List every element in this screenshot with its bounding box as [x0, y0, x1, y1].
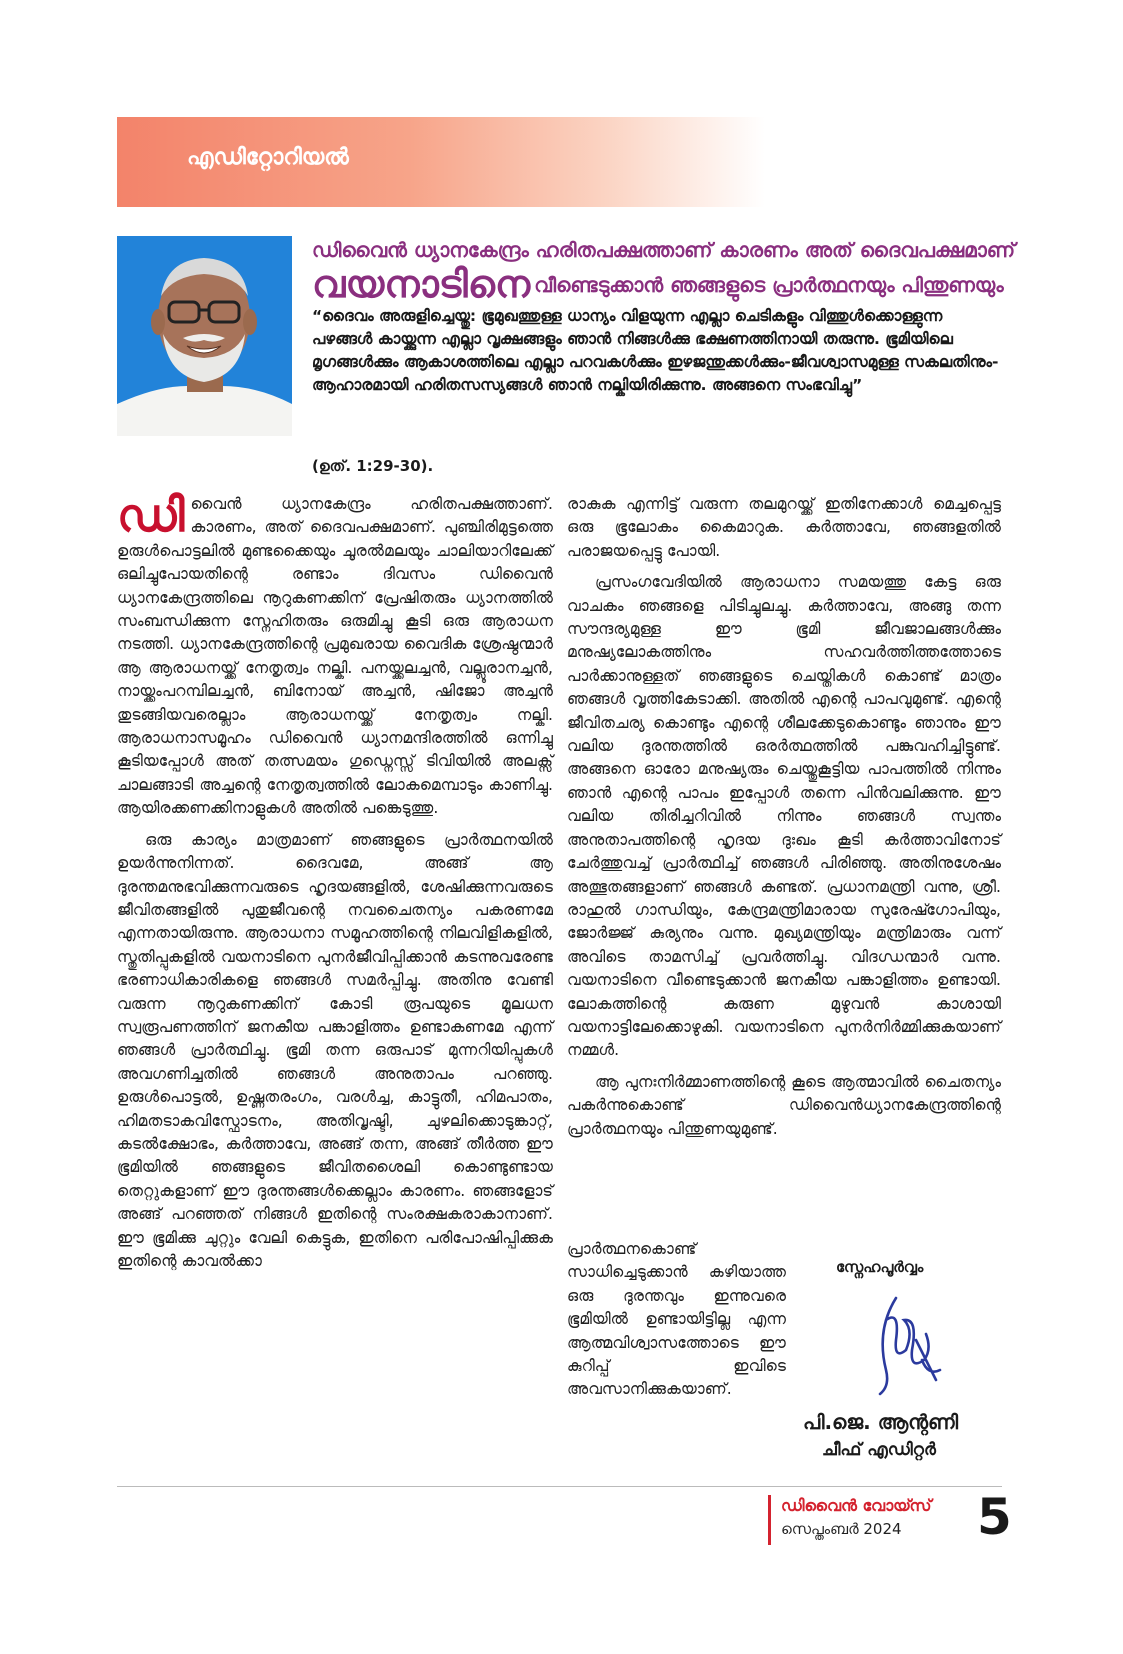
page-number: 5 [977, 1488, 1012, 1546]
article-paragraph: പ്രസംഗവേദിയിൽ ആരാധനാ സമയത്തു കേട്ട ഒരു വാചകം ഞങ്ങളെ പിടിച്ചുലച്ചു. കർത്താവേ, അങ്ങു തന്ന സൗന്ദര്യമുള്ള ഈ ഭൂമി ജീവജാലങ്ങൾക്കും മനുഷ്യലോകത്തിനും സഹവർത്തിത്തത്തോടെ പാർക്കാനുള്ളത് ഞങ്ങളുടെ ചെയ്തികൾ കൊണ്ട് മാത്രം ഞങ്ങൾ വൃത്തികേടാക്കി. അതിൽ എന്റെ പാപവുമുണ്ട്. എന്റെ ജീവിതചര്യ കൊണ്ടും എന്റെ ശീലക്കേടുകൊണ്ടും ഞാനും ഈ വലിയ ദുരന്തത്തിൽ ഒരർത്ഥത്തിൽ പങ്കുവഹിച്ചിട്ടുണ്ട്. അങ്ങനെ ഓരോ മനുഷ്യരും ചെയ്തുകൂട്ടിയ പാപത്തിൽ നിന്നും ഞാൻ എന്റെ പാപം ഇപ്പോൾ തന്നെ പിൻവലിക്കുന്നു. ഈ വലിയ തിരിച്ചറിവിൽ നിന്നും ഞങ്ങൾ സ്വന്തം അനുതാപത്തിന്റെ ഹൃദയ ദുഃഖം കൂടി കർത്താവിനോട് ചേർത്തുവച്ച് പ്രാർത്ഥിച്ച് ഞങ്ങൾ പിരിഞ്ഞു. അതിനുശേഷം അത്ഭുതങ്ങളാണ് ഞങ്ങൾ കണ്ടത്. പ്രധാനമന്ത്രി വന്നു, ശ്രീ. രാഹുൽ ഗാന്ധിയും, കേന്ദ്രമന്ത്രിമാരായ സുരേഷ്ഗോപിയും, ജോർജ്ജ് കുര്യനും വന്നു. മുഖ്യമന്ത്രിയും മന്ത്രിമാരും വന്ന് അവിടെ താമസിച്ച് പ്രവർത്തിച്ചു. വിദഗ്ധന്മാർ വന്നു. വയനാടിനെ വീണ്ടെടുക്കാൻ ജനകീയ പങ്കാളിത്തം ഉണ്ടായി. ലോകത്തിന്റെ കരുണ മുഴുവൻ കാശായി വയനാട്ടിലേക്കൊഴുകി. വയനാടിനെ പുനർനിർമ്മിക്കുകയാണ് നമ്മൾ. [567, 573, 1001, 1060]
section-banner [117, 117, 765, 207]
article-paragraph: ഒരു കാര്യം മാത്രമാണ് ഞങ്ങളുടെ പ്രാർത്ഥനയിൽ ഉയർന്നുനിന്നത്. ദൈവമേ, അങ്ങ് ആ ദുരന്തമനുഭവിക്കുന്നവരുടെ ഹൃദയങ്ങളിൽ, ശേഷിക്കുന്നവരുടെ ജീവിതങ്ങളിൽ പുതുജീവന്റെ നവചൈതന്യം പകരണമേ എന്നതായിരുന്നു. ആരാധനാ സമൂഹത്തിന്റെ നിലവിളികളിൽ, സ്തുതിപ്പുകളിൽ വയനാടിനെ പുനർജീവിപ്പിക്കാൻ കടന്നുവരേണ്ട ഭരണാധികാരികളെ ഞങ്ങൾ സമർപ്പിച്ചു. അതിനു വേണ്ടി വരുന്ന നൂറുകണക്കിന് കോടി രൂപയുടെ മൂലധന സ്വരൂപണത്തിന് ജനകീയ പങ്കാളിത്തം ഉണ്ടാകണമേ എന്ന് ഞങ്ങൾ പ്രാർത്ഥിച്ചു. ഭൂമി തന്ന ഒരുപാട് മുന്നറിയിപ്പുകൾ അവഗണിച്ചതിൽ ഞങ്ങൾ അനുതാപം പറഞ്ഞു. ഉരുൾപൊട്ടൽ, ഉഷ്ണതരംഗം, വരൾച്ച, കാട്ടുതീ, ഹിമപാതം, ഹിമതടാകവിസ്ഫോടനം, അതിവൃഷ്ടി, ചുഴലിക്കൊടുങ്കാറ്റ്, കടൽക്ഷോഭം, കർത്താവേ, അങ്ങ് തന്ന, അങ്ങ് തീർത്ത ഈ ഭൂമിയിൽ ഞങ്ങളുടെ ജീവിതശൈലി കൊണ്ടുണ്ടായ തെറ്റുകളാണ് ഈ ദുരന്തങ്ങൾക്കെല്ലാം കാരണം. ഞങ്ങളോട് അങ്ങ് പറഞ്ഞത് നിങ്ങൾ ഇതിന്റെ സംരക്ഷകരാകാനാണ്. ഈ ഭൂമിക്കു ചുറ്റും വേലി കെട്ടുക, ഇതിനെ പരിപോഷിപ്പിക്കുക ഇതിന്റെ കാവൽക്കാ [117, 830, 553, 1270]
footer-divider [117, 1486, 1002, 1487]
author-photo [117, 236, 292, 436]
scripture-quote: “ദൈവം അരുളിച്ചെയ്തു: ഭൂമുഖത്തുള്ള ധാന്യം വിളയുന്ന എല്ലാ ചെടികളും വിത്തുൾക്കൊള്ളുന്ന പഴങ്ങൾ കായ്ക്കുന്ന എല്ലാ വൃക്ഷങ്ങളും ഞാൻ നിങ്ങൾക്കു ഭക്ഷണത്തിനായി തരുന്നു. ഭൂമിയിലെ മൃഗങ്ങൾക്കും ആകാശത്തിലെ എല്ലാ പറവകൾക്കും ഇഴജന്തുക്കൾക്കും-ജീവശ്വാസമുള്ള സകലതിനും-ആഹാരമായി ഹരിതസസ്യങ്ങൾ ഞാൻ നല്കിയിരിക്കുന്നു. അങ്ങനെ സംഭവിച്ചു” [312, 307, 999, 394]
headline-line-2 [312, 262, 1004, 307]
issue-date: സെപ്തംബർ 2024 [781, 1520, 902, 1538]
article-paragraph: പ്രാർത്ഥനകൊണ്ട് സാധിച്ചെടുക്കാൻ കഴിയാത്ത ഒരു ദുരന്തവും ഇന്നുവരെ ഭൂമിയിൽ ഉണ്ടായിട്ടില്ല എന്ന ആത്മവിശ്വാസത്തോടെ ഈ കുറിപ്പ് ഇവിടെ അവസാനിക്കുകയാണ്. [567, 1240, 786, 1399]
magazine-name: ഡിവൈൻ വോയ്സ് [781, 1496, 932, 1515]
footer-accent-bar [768, 1495, 771, 1545]
portrait-illustration [117, 236, 292, 436]
editor-role: ചീഫ് എഡിറ്റർ [822, 1440, 936, 1460]
article-column-1 [117, 488, 553, 1273]
editor-name: പി.ജെ. ആന്റണി [803, 1410, 959, 1434]
article-paragraph: രാകുക എന്നിട്ട് വരുന്ന തലമുറയ്ക്ക് ഇതിനേക്കാൾ മെച്ചപ്പെട്ട ഒരു ഭൂലോകം കൈമാറുക. കർത്താവേ, ഞങ്ങളതിൽ പരാജയപ്പെട്ടു പോയി. [567, 495, 1001, 560]
headline-line-1: ഡിവൈൻ ധ്യാനകേന്ദ്രം ഹരിതപക്ഷത്താണ് കാരണം അത് ദൈവപക്ഷമാണ് [312, 238, 1016, 262]
closing-salutation: സ്നേഹപൂർവ്വം [836, 1258, 924, 1276]
article-paragraph [117, 488, 553, 821]
headline-emphasis: വയനാടിനെ [312, 262, 531, 306]
article-column-2 [567, 493, 1001, 1141]
signature-image [866, 1290, 946, 1404]
scripture-reference: (ഉത്. 1:29-30). [312, 457, 434, 475]
article-column-3 [567, 1238, 786, 1402]
drop-cap: ഡി [117, 488, 185, 542]
headline-subtext: വീണ്ടെടുക്കാൻ ഞങ്ങളുടെ പ്രാർത്ഥനയും പിന്തുണയും [534, 272, 1004, 297]
section-title: എഡിറ്റോറിയൽ [187, 145, 349, 170]
article-paragraph: ആ പുനഃനിർമ്മാണത്തിന്റെ കൂടെ ആത്മാവിൽ ചൈതന്യം പകർന്നുകൊണ്ട് ഡിവൈൻധ്യാനകേന്ദ്രത്തിന്റെ പ്രാർത്ഥനയും പിന്തുണയുമുണ്ട്. [567, 1072, 1001, 1138]
paragraph-text: വൈൻ ധ്യാനകേന്ദ്രം ഹരിതപക്ഷത്താണ്. കാരണം, അത് ദൈവപക്ഷമാണ്. പുഞ്ചിരിമുട്ടത്തെ ഉരുൾപൊട്ടലിൽ മുണ്ടക്കൈയും ചൂരൽമലയും ചാലിയാറിലേക്ക് ഒലിച്ചുപോയതിന്റെ രണ്ടാം ദിവസം ഡിവൈൻ ധ്യാനകേന്ദ്രത്തിലെ നൂറുകണക്കിന് പ്രേഷിതരും ധ്യാനത്തിൽ സംബന്ധിക്കുന്ന സ്നേഹിതരും ഒരുമിച്ചു കൂടി ഒരു ആരാധന നടത്തി. ധ്യാനകേന്ദ്രത്തിന്റെ പ്രമുഖരായ വൈദിക ശ്രേഷ്ഠന്മാർ ആ ആരാധനയ്ക്ക് നേതൃത്വം നല്കി. പനയ്ക്കലച്ചൻ, വല്ലൂരാനച്ചൻ, നായ്ക്കംപറമ്പിലച്ചൻ, ബിനോയ് അച്ചൻ, ഷിജോ അച്ചൻ തുടങ്ങിയവരെല്ലാം ആരാധനയ്ക്ക് നേതൃത്വം നല്കി. ആരാധനാസമൂഹം ഡിവൈൻ ധ്യാനമന്ദിരത്തിൽ ഒന്നിച്ചു കൂടിയപ്പോൾ അത് തത്സമയം ഗുഡ്നെസ്സ് ടിവിയിൽ അലക്സ് ചാലങ്ങാടി അച്ചന്റെ നേതൃത്വത്തിൽ ലോകമെമ്പാടും കാണിച്ചു. ആയിരക്കണക്കിനാളുകൾ അതിൽ പങ്കെടുത്തു. [117, 495, 553, 818]
